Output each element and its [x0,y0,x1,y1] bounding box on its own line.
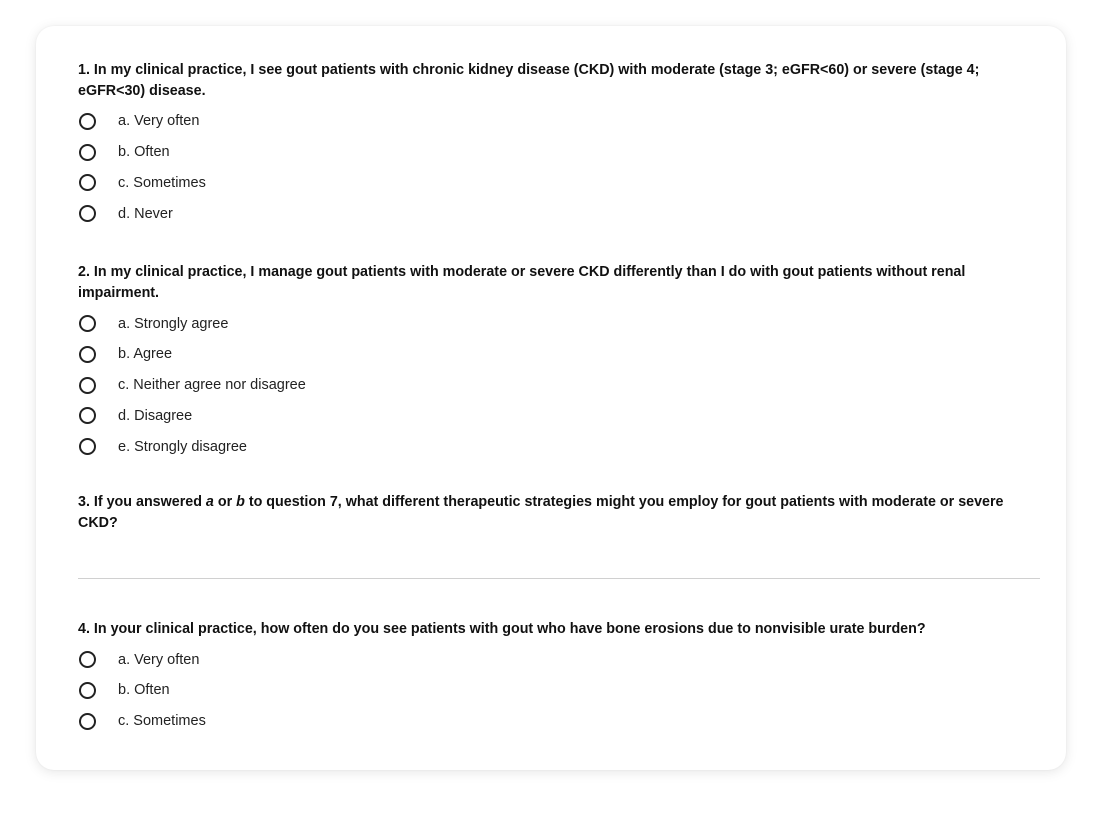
question-1-text: 1. In my clinical practice, I see gout patients with chronic kidney disease (CKD) with moderate (stage 3; eGFR<60) or severe (stage 4; eGFR<30) disease. [78,62,980,99]
option-label: b. Often [118,144,170,161]
option-q1-c[interactable] [78,168,1040,199]
radio-button[interactable] [79,713,96,730]
option-label: b. Agree [118,346,173,363]
radio-button[interactable] [79,205,96,222]
radio-button[interactable] [79,346,96,363]
option-q2-b[interactable] [78,339,1040,370]
option-label: e. Strongly disagree [118,438,247,455]
option-label: c. Sometimes [118,174,206,191]
radio-button[interactable] [79,144,96,161]
question-3-text-start: 3. If you answered [78,494,206,511]
question-3-text-or: or [213,494,237,511]
question-2-text: 2. In my clinical practice, I manage gout patients with moderate or severe CKD differently than I do with gout patients without renal impairment. [78,264,966,302]
question-3-option-a-ref: a [205,494,214,511]
option-q4-a[interactable] [78,644,1040,675]
question-1 [78,60,1040,229]
free-text-answer-line[interactable] [78,578,1040,579]
question-4-text: 4. In your clinical practice, how often do you see patients with gout who have bone erosions due to nonvisible urate burden? [78,621,926,638]
radio-button[interactable] [79,682,96,699]
option-q1-a[interactable] [78,106,1040,137]
radio-button[interactable] [79,407,96,424]
question-3-option-b-ref: b [236,494,245,511]
question-3-text [78,492,1028,534]
question-3 [78,492,1040,579]
option-q2-a[interactable] [78,308,1040,339]
option-q2-d[interactable] [78,401,1040,432]
option-q1-d[interactable] [78,198,1040,229]
radio-button[interactable] [79,651,96,668]
question-3-text-end: to question 7, what different therapeutic strategies might you employ for gout patients with moderate or severe CKD? [78,494,1004,532]
option-q4-b[interactable] [78,675,1040,706]
option-q1-b[interactable] [78,137,1040,168]
option-q2-c[interactable] [78,370,1040,401]
option-label: d. Never [118,205,173,222]
option-label: c. Sometimes [118,713,206,730]
question-2-options [78,308,1040,462]
option-q4-c[interactable] [78,706,1040,737]
radio-button[interactable] [79,174,96,191]
option-label: d. Disagree [118,407,193,424]
question-4-options [78,644,1040,736]
option-label: c. Neither agree nor disagree [118,377,306,394]
option-label: a. Strongly agree [118,315,229,332]
question-1-options [78,106,1040,229]
option-label: b. Often [118,682,170,699]
question-2 [78,262,1040,462]
radio-button[interactable] [79,377,96,394]
radio-button[interactable] [79,315,96,332]
question-4 [78,619,1040,736]
option-label: a. Very often [118,651,200,668]
option-label: a. Very often [118,113,200,130]
radio-button[interactable] [79,438,96,455]
survey-card [36,26,1066,770]
option-q2-e[interactable] [78,431,1040,462]
radio-button[interactable] [79,113,96,130]
